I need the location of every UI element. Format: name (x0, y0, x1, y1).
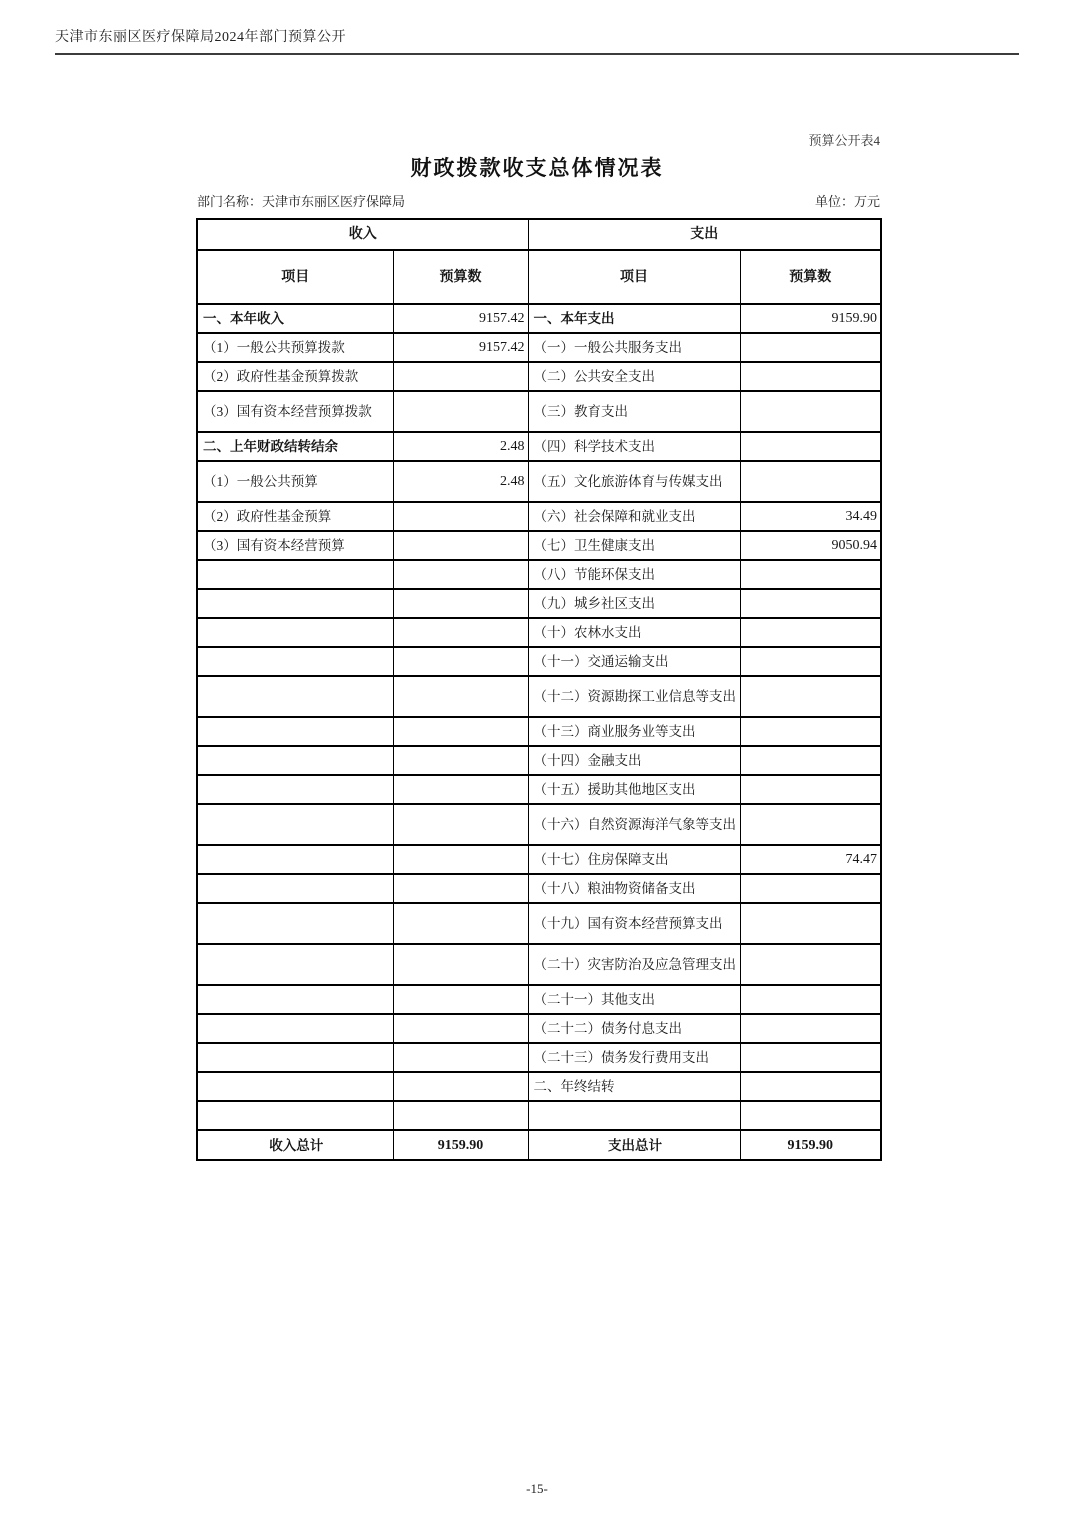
income-item-cell (197, 717, 393, 746)
expense-item-cell: （一）一般公共服务支出 (528, 333, 740, 362)
table-row (197, 618, 881, 647)
expense-value-cell (740, 717, 881, 746)
income-item-cell (197, 647, 393, 676)
table-meta-row (197, 191, 880, 210)
table-row (197, 461, 881, 502)
table-row (197, 903, 881, 944)
income-value-cell (393, 845, 528, 874)
expense-item-cell: （二十三）债务发行费用支出 (528, 1043, 740, 1072)
expense-item-cell: （二）公共安全支出 (528, 362, 740, 391)
income-value-cell: 2.48 (393, 432, 528, 461)
income-value-cell: 9157.42 (393, 333, 528, 362)
expense-item-cell: （二十）灾害防治及应急管理支出 (528, 944, 740, 985)
table-row (197, 676, 881, 717)
income-item-cell: （1）一般公共预算 (197, 461, 393, 502)
expense-value-cell (740, 903, 881, 944)
income-item-cell: 二、上年财政结转结余 (197, 432, 393, 461)
table-head (197, 219, 881, 304)
income-value-cell (393, 804, 528, 845)
income-item-cell: 一、本年收入 (197, 304, 393, 333)
table-row (197, 985, 881, 1014)
income-value-cell: 2.48 (393, 461, 528, 502)
income-value-cell (393, 717, 528, 746)
expense-item-cell: （十）农林水支出 (528, 618, 740, 647)
table-row (197, 845, 881, 874)
page-title: 财政拨款收支总体情况表 (410, 156, 664, 180)
table-row (197, 804, 881, 845)
expense-value-cell (740, 461, 881, 502)
income-item-cell (197, 845, 393, 874)
income-value-cell (393, 589, 528, 618)
totals-row (197, 1130, 881, 1160)
expense-item-cell: （十六）自然资源海洋气象等支出 (528, 804, 740, 845)
income-value-cell (393, 618, 528, 647)
income-value-cell (393, 903, 528, 944)
income-item-cell (197, 1101, 393, 1130)
expense-item-cell: （四）科学技术支出 (528, 432, 740, 461)
income-group-header: 收入 (197, 219, 528, 250)
expense-value-cell (740, 333, 881, 362)
expense-total-label: 支出总计 (528, 1130, 740, 1160)
expense-item-cell: （二十二）债务付息支出 (528, 1014, 740, 1043)
income-item-cell (197, 676, 393, 717)
expense-value-cell (740, 1072, 881, 1101)
column-header-row (197, 250, 881, 304)
department-name-label: 部门名称：天津市东丽区医疗保障局 (197, 194, 406, 209)
income-item-cell: （2）政府性基金预算 (197, 502, 393, 531)
income-item-cell (197, 1014, 393, 1043)
income-item-column-header: 项目 (197, 250, 393, 304)
income-item-cell: （1）一般公共预算拨款 (197, 333, 393, 362)
group-header-row (197, 219, 881, 250)
table-row (197, 1072, 881, 1101)
expense-total-value: 9159.90 (740, 1130, 881, 1160)
income-value-cell (393, 944, 528, 985)
income-item-cell: （3）国有资本经营预算拨款 (197, 391, 393, 432)
income-item-cell (197, 589, 393, 618)
expense-value-cell (740, 775, 881, 804)
table-row (197, 1101, 881, 1130)
expense-item-cell: （十二）资源勘探工业信息等支出 (528, 676, 740, 717)
table-body (197, 304, 881, 1160)
income-total-label: 收入总计 (197, 1130, 393, 1160)
income-item-cell (197, 1043, 393, 1072)
table-row (197, 746, 881, 775)
income-value-cell (393, 1014, 528, 1043)
income-item-cell (197, 874, 393, 903)
expense-item-cell: （十九）国有资本经营预算支出 (528, 903, 740, 944)
income-item-cell (197, 746, 393, 775)
income-item-cell (197, 1072, 393, 1101)
income-value-cell (393, 391, 528, 432)
table-row (197, 560, 881, 589)
table-row (197, 333, 881, 362)
income-value-cell (393, 775, 528, 804)
document-header-title: 天津市东丽区医疗保障局2024年部门预算公开 (55, 26, 1019, 55)
income-item-cell (197, 775, 393, 804)
expense-item-cell: （七）卫生健康支出 (528, 531, 740, 560)
expense-value-cell (740, 589, 881, 618)
income-item-cell (197, 560, 393, 589)
expense-value-cell: 9050.94 (740, 531, 881, 560)
table-row (197, 502, 881, 531)
income-value-cell (393, 560, 528, 589)
income-value-cell (393, 647, 528, 676)
income-value-cell (393, 1043, 528, 1072)
expense-value-cell: 74.47 (740, 845, 881, 874)
income-item-cell (197, 944, 393, 985)
expense-item-cell: （十五）援助其他地区支出 (528, 775, 740, 804)
table-row (197, 391, 881, 432)
income-value-cell (393, 676, 528, 717)
table-row (197, 944, 881, 985)
expense-value-cell (740, 1101, 881, 1130)
income-value-cell (393, 362, 528, 391)
expense-value-cell (740, 391, 881, 432)
expense-value-cell (740, 985, 881, 1014)
income-value-cell (393, 531, 528, 560)
table-row (197, 531, 881, 560)
expense-value-cell (740, 1014, 881, 1043)
expense-value-cell (740, 874, 881, 903)
income-value-cell (393, 1072, 528, 1101)
income-item-cell: （3）国有资本经营预算 (197, 531, 393, 560)
budget-table (196, 218, 882, 1161)
income-value-cell (393, 1101, 528, 1130)
table-row (197, 647, 881, 676)
expense-value-cell: 9159.90 (740, 304, 881, 333)
table-row (197, 589, 881, 618)
expense-value-cell (740, 560, 881, 589)
expense-item-cell: 二、年终结转 (528, 1072, 740, 1101)
income-value-cell: 9157.42 (393, 304, 528, 333)
table-row (197, 874, 881, 903)
income-budget-column-header: 预算数 (393, 250, 528, 304)
income-value-cell (393, 502, 528, 531)
income-item-cell (197, 903, 393, 944)
unit-label: 单位：万元 (814, 194, 880, 209)
table-row (197, 775, 881, 804)
expense-item-column-header: 项目 (528, 250, 740, 304)
expense-value-cell (740, 1043, 881, 1072)
expense-item-cell: （六）社会保障和就业支出 (528, 502, 740, 531)
expense-value-cell (740, 944, 881, 985)
income-item-cell (197, 618, 393, 647)
table-row (197, 362, 881, 391)
income-value-cell (393, 985, 528, 1014)
table-row (197, 1043, 881, 1072)
expense-item-cell: （八）节能环保支出 (528, 560, 740, 589)
expense-item-cell: （五）文化旅游体育与传媒支出 (528, 461, 740, 502)
expense-item-cell: （二十一）其他支出 (528, 985, 740, 1014)
income-value-cell (393, 874, 528, 903)
expense-item-cell: 一、本年支出 (528, 304, 740, 333)
table-row (197, 1014, 881, 1043)
expense-item-cell (528, 1101, 740, 1130)
expense-value-cell (740, 362, 881, 391)
expense-item-cell: （十七）住房保障支出 (528, 845, 740, 874)
table-tag-label: 预算公开表4 (808, 133, 880, 148)
expense-value-cell (740, 746, 881, 775)
expense-value-cell (740, 618, 881, 647)
income-item-cell (197, 804, 393, 845)
expense-value-cell (740, 432, 881, 461)
expense-budget-column-header: 预算数 (740, 250, 881, 304)
expense-value-cell (740, 647, 881, 676)
page-number: -15- (526, 1481, 548, 1496)
income-item-cell: （2）政府性基金预算拨款 (197, 362, 393, 391)
expense-value-cell (740, 804, 881, 845)
income-total-value: 9159.90 (393, 1130, 528, 1160)
table-row (197, 432, 881, 461)
income-item-cell (197, 985, 393, 1014)
expense-item-cell: （十一）交通运输支出 (528, 647, 740, 676)
expense-item-cell: （十八）粮油物资储备支出 (528, 874, 740, 903)
expense-item-cell: （十三）商业服务业等支出 (528, 717, 740, 746)
table-row (197, 304, 881, 333)
expense-group-header: 支出 (528, 219, 881, 250)
expense-item-cell: （十四）金融支出 (528, 746, 740, 775)
table-row (197, 717, 881, 746)
expense-value-cell: 34.49 (740, 502, 881, 531)
expense-item-cell: （九）城乡社区支出 (528, 589, 740, 618)
expense-item-cell: （三）教育支出 (528, 391, 740, 432)
expense-value-cell (740, 676, 881, 717)
income-value-cell (393, 746, 528, 775)
